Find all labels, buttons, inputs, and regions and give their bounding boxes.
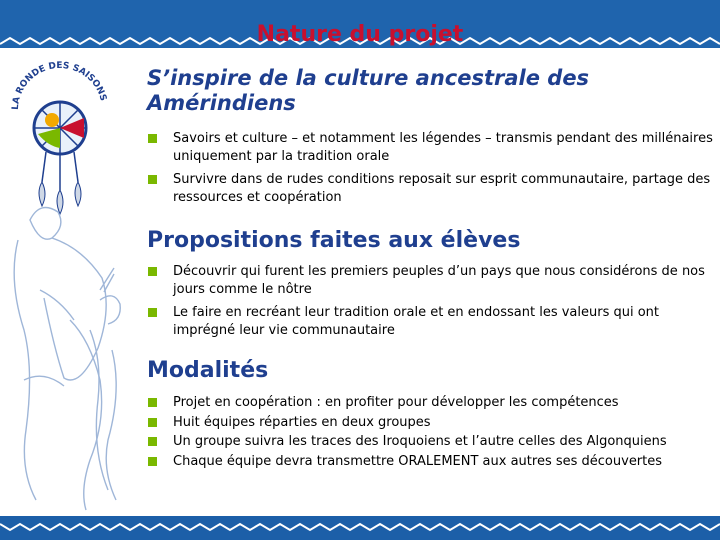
list-item: Chaque équipe devra transmettre ORALEMENT aux autres ses découvertes — [147, 453, 717, 471]
bullet-icon — [148, 418, 157, 427]
list-item: Un groupe suivra les traces des Iroquoiens et l’autre celles des Algonquiens — [147, 433, 717, 451]
bullet-icon — [148, 175, 157, 184]
list-item: Découvrir qui furent les premiers peuples d’un pays que nous considérons de nos jours comme le nôtre — [147, 263, 717, 298]
propositions-list — [147, 263, 717, 345]
modalites-list — [147, 394, 717, 472]
native-figures-illustration — [0, 180, 150, 520]
list-item: Savoirs et culture – et notamment les légendes – transmis pendant des millénaires uniquement par la tradition orale — [147, 130, 717, 165]
bullet-icon — [148, 267, 157, 276]
section-heading-modalites: Modalités — [147, 358, 269, 383]
bullet-icon — [148, 134, 157, 143]
bullet-icon — [148, 437, 157, 446]
bottom-banner — [0, 516, 720, 540]
zigzag-pattern — [0, 516, 720, 540]
slide-title: Nature du projet — [256, 22, 464, 47]
section-heading-culture: S’inspire de la culture ancestrale des Amérindiens — [147, 66, 590, 115]
list-item: Huit équipes réparties en deux groupes — [147, 414, 717, 432]
list-item: Projet en coopération : en profiter pour développer les compétences — [147, 394, 717, 412]
list-item: Survivre dans de rudes conditions reposait sur esprit communautaire, partage des ressources et coopération — [147, 171, 717, 206]
bullet-icon — [148, 398, 157, 407]
culture-list — [147, 130, 717, 212]
list-item: Le faire en recréant leur tradition orale et en endossant les valeurs qui ont imprégné leur vie communautaire — [147, 304, 717, 339]
section-heading-propositions: Propositions faites aux élèves — [147, 228, 521, 253]
bullet-icon — [148, 457, 157, 466]
logo-text: LA RONDE DES SAISONS — [10, 60, 108, 111]
bullet-icon — [148, 308, 157, 317]
